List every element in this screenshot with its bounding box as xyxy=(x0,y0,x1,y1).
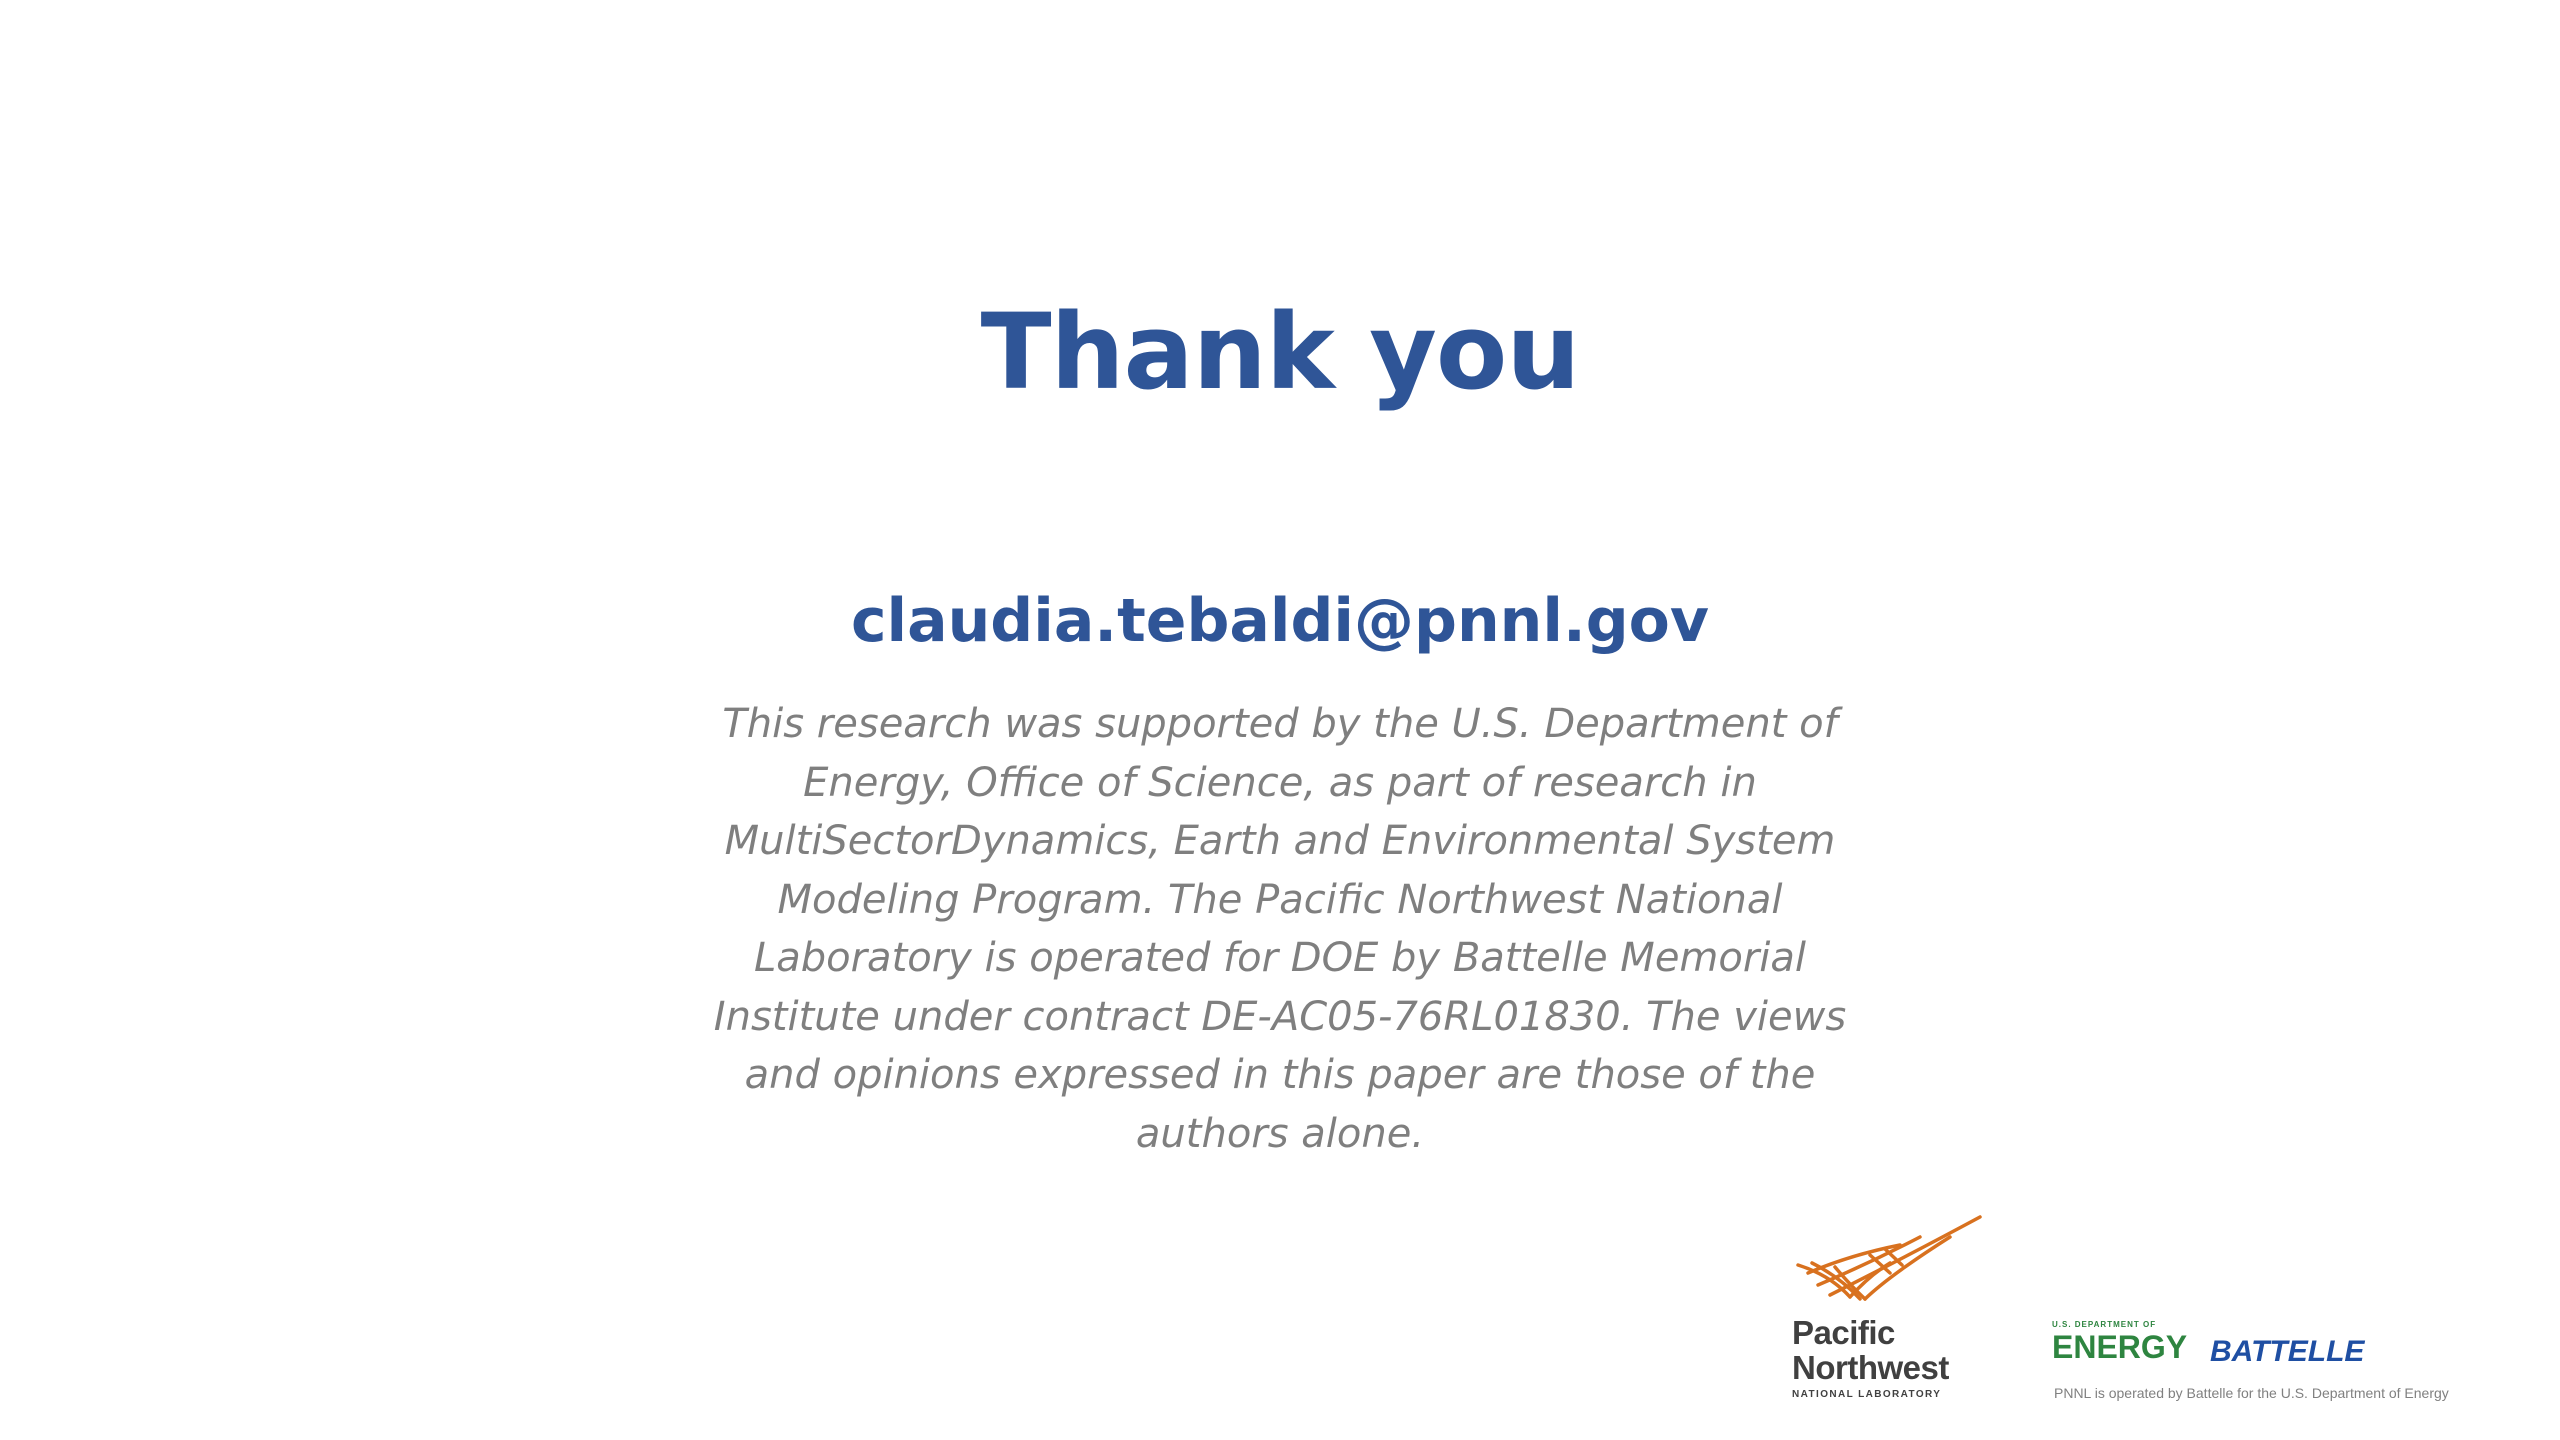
battelle-logo: BATTELLE xyxy=(2210,1335,2365,1368)
operated-note: PNNL is operated by Battelle for the U.S. Department of Energy xyxy=(2054,1385,2449,1401)
contact-email[interactable]: claudia.tebaldi@pnnl.gov xyxy=(850,586,1710,656)
pnnl-line-2: Northwest xyxy=(1792,1349,1949,1386)
pnnl-line-3: NATIONAL LABORATORY xyxy=(1792,1389,1942,1400)
doe-small-label: U.S. DEPARTMENT OF xyxy=(2052,1320,2157,1329)
pnnl-wordmark xyxy=(1792,1315,1992,1400)
acknowledgment-text: This research was supported by the U.S. Department of Energy, Office of Science, as part of research in MultiSectorDynamics, Earth and Environmental System Modeling Program. The Pacific Northwest National Laboratory is operated for DOE by Battelle Memorial Institute under contract DE-AC05-76RL01830. The views and opinions expressed in this paper are those of the authors alone. xyxy=(713,701,1847,1157)
doe-energy-label: ENERGY xyxy=(2052,1329,2188,1365)
doe-energy-logo xyxy=(2052,1320,2187,1364)
slide-title: Thank you xyxy=(980,291,1580,413)
pnnl-logo-icon xyxy=(1790,1215,1990,1315)
pnnl-line-1: Pacific xyxy=(1792,1314,1895,1351)
footer-logos xyxy=(1790,1215,2550,1415)
